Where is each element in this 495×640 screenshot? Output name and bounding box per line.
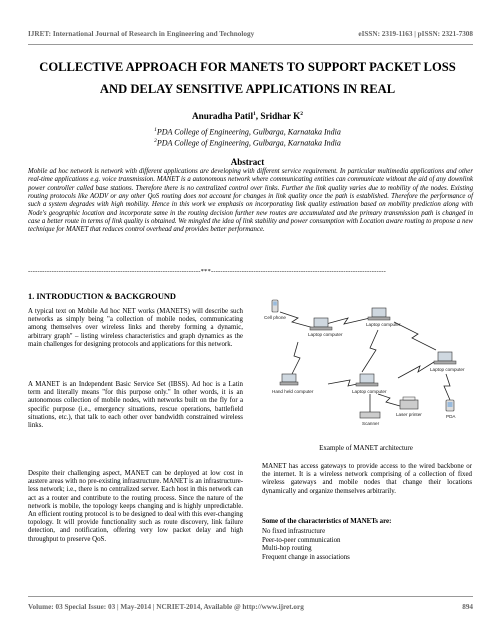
handheld-computer-icon [280, 374, 298, 385]
laser-printer-icon [400, 397, 418, 409]
intro-paragraph-1: A typical text on Mobile Ad hoc NET works (MANETS) will describe such networks as simply being "a collection of mobile nodes, communicating among themselves over wireless links and thereby forming a dynamic, arbitrary graph" – listing wireless characteristics and graph dynamics as the main challenges for designing protocols and applications for this network. [28, 308, 243, 348]
author-1: Anuradha Patil [191, 111, 253, 122]
affiliation-2-sup: 2 [154, 138, 157, 144]
wireless-link [378, 394, 400, 406]
abstract-heading: Abstract [230, 157, 265, 167]
label-laptop-1: Laptop computer [308, 332, 343, 337]
authors [0, 111, 495, 121]
laptop-icon [434, 352, 456, 364]
laptop-icon [368, 308, 390, 320]
pda-icon [446, 400, 454, 411]
label-cell-phone: Cell phone [264, 315, 286, 320]
characteristics-list [262, 528, 350, 562]
manet-architecture-figure [258, 294, 474, 440]
label-laptop-4: Laptop computer [352, 389, 387, 394]
journal-name: IJRET: International Journal of Research in Engineering and Technology [28, 30, 255, 38]
characteristics-heading: Some of the characteristics of MANETs are: [262, 518, 392, 525]
list-item: Peer-to-peer communication [262, 536, 341, 544]
laptop-icon [310, 318, 332, 330]
author-2-sup: 2 [300, 111, 304, 117]
cell-phone-icon [272, 300, 278, 312]
author-2: Sridhar K [260, 111, 301, 122]
wireless-link [398, 362, 434, 378]
intro-paragraph-2: A MANET is an Independent Basic Service Set (IBSS). Ad hoc is a Latin term and literally means "for this purpose only." In other words, it is an autonomous collection of mobile nodes, with networks built on the fly for a specific purpose (i.e., emergency situations, rescue operations, battlefield situations, etc.), that talk to each other over bandwidth constrained wireless links. [28, 381, 243, 430]
list-item: Multi-hop routing [262, 545, 312, 552]
issn: eISSN: 2319-1163 | pISSN: 2321-7308 [358, 30, 473, 38]
footer-volume: Volume: 03 Special Issue: 03 | May-2014 | NCRIET-2014, Available @ http://www.ijret.org [28, 603, 304, 611]
wireless-link [444, 374, 450, 400]
affiliation-1-sup: 1 [154, 127, 157, 133]
wireless-link [362, 330, 378, 372]
label-pda: PDA [446, 414, 456, 419]
section-heading: 1. INTRODUCTION & BACKGROUND [28, 292, 176, 301]
running-footer [28, 603, 473, 611]
affiliation-2-text: PDA College of Engineering, Gulbarga, Karnataka India [156, 138, 341, 148]
scanner-icon [360, 412, 380, 418]
affiliation-2 [0, 138, 495, 148]
label-laptop-3: Laptop computer [430, 367, 465, 372]
paper-title-line-2: AND DELAY SENSITIVE APPLICATIONS IN REAL [99, 82, 396, 96]
wireless-link [326, 318, 370, 324]
author-sep: , [255, 111, 261, 122]
paper-title-line-1: COLLECTIVE APPROACH FOR MANETS TO SUPPORT PACKET LOSS [39, 60, 456, 74]
list-item: Frequent change in associations [262, 553, 350, 561]
header-rule [28, 44, 473, 45]
running-header [28, 30, 473, 38]
label-scanner: Scanner [362, 421, 380, 426]
label-laptop-2: Laptop computer [366, 322, 401, 327]
list-item: No fixed infrastructure [262, 528, 326, 535]
intro-paragraph-3: Despite their challenging aspect, MANET can be deployed at low cost in austere areas with no pre-existing infrastructure. MANET is an infrastructure-less network; i.e., there is no centralized server. Each host in this network can act as a router and contribute to the routing process. Since the nature of the network is mobile, the topology keeps changing and is highly unpredictable. An efficient routing protocol is to be designed to deal with this ever-changing topology. It will provide functionality such as route discovery, link failure detection, and notification, offering very low packet delay and high throughput to preserve QoS. [28, 470, 243, 543]
footer-rule [28, 596, 473, 597]
laptop-icon [356, 374, 378, 386]
section-separator: -------------------------------------------------------------------------***-------------------------------------------------------------------------- [28, 268, 386, 275]
abstract-text: Mobile ad hoc network is network with different applications are developing with different service requirement. In particular multimedia applications and other real-time applications e.g. voice transmission. MANET is a autonomous network where communicating entities can communicate without the aid of any downlink power controller called base stations. Therefore there is no centralized control over links. Further the link quality varies due to mobility of the nodes. Existing routing protocols like AODV or any other QoS routing does not account for changes in link quality once the path is established. Therefore the performance of such a system degrades with high mobility. Hence in this work we emphasis on incorporating link quality estimation based on mobility prediction along with Node's geographic location and incorporate same in the routing decision further new routes are accumulated and the primary transmission path is changed in case a better route in terms of link quality is obtained. We mingled the idea of link stability and power consumption with Location aware routing to propose a new technique for MANET that reduces control overhead and provides better performance. [28, 168, 473, 234]
wireless-link [292, 342, 300, 374]
affiliation-1-text: PDA College of Engineering, Gulbarga, Karnataka India [156, 127, 341, 137]
author-1-sup: 1 [253, 111, 256, 117]
page-number: 894 [462, 603, 473, 611]
affiliation-1 [0, 127, 495, 137]
figure-caption: Example of MANET architecture [319, 444, 413, 452]
intro-paragraph-4: MANET has access gateways to provide access to the wired backbone or the internet. It is a wireless network comprising of a collection of fixed wireless gateways and mobile nodes that change their locations dynamically and organize themselves arbitrarily. [262, 463, 472, 495]
label-handheld: Hand held computer [272, 389, 314, 394]
label-laser-printer: Laser printer [396, 412, 422, 417]
